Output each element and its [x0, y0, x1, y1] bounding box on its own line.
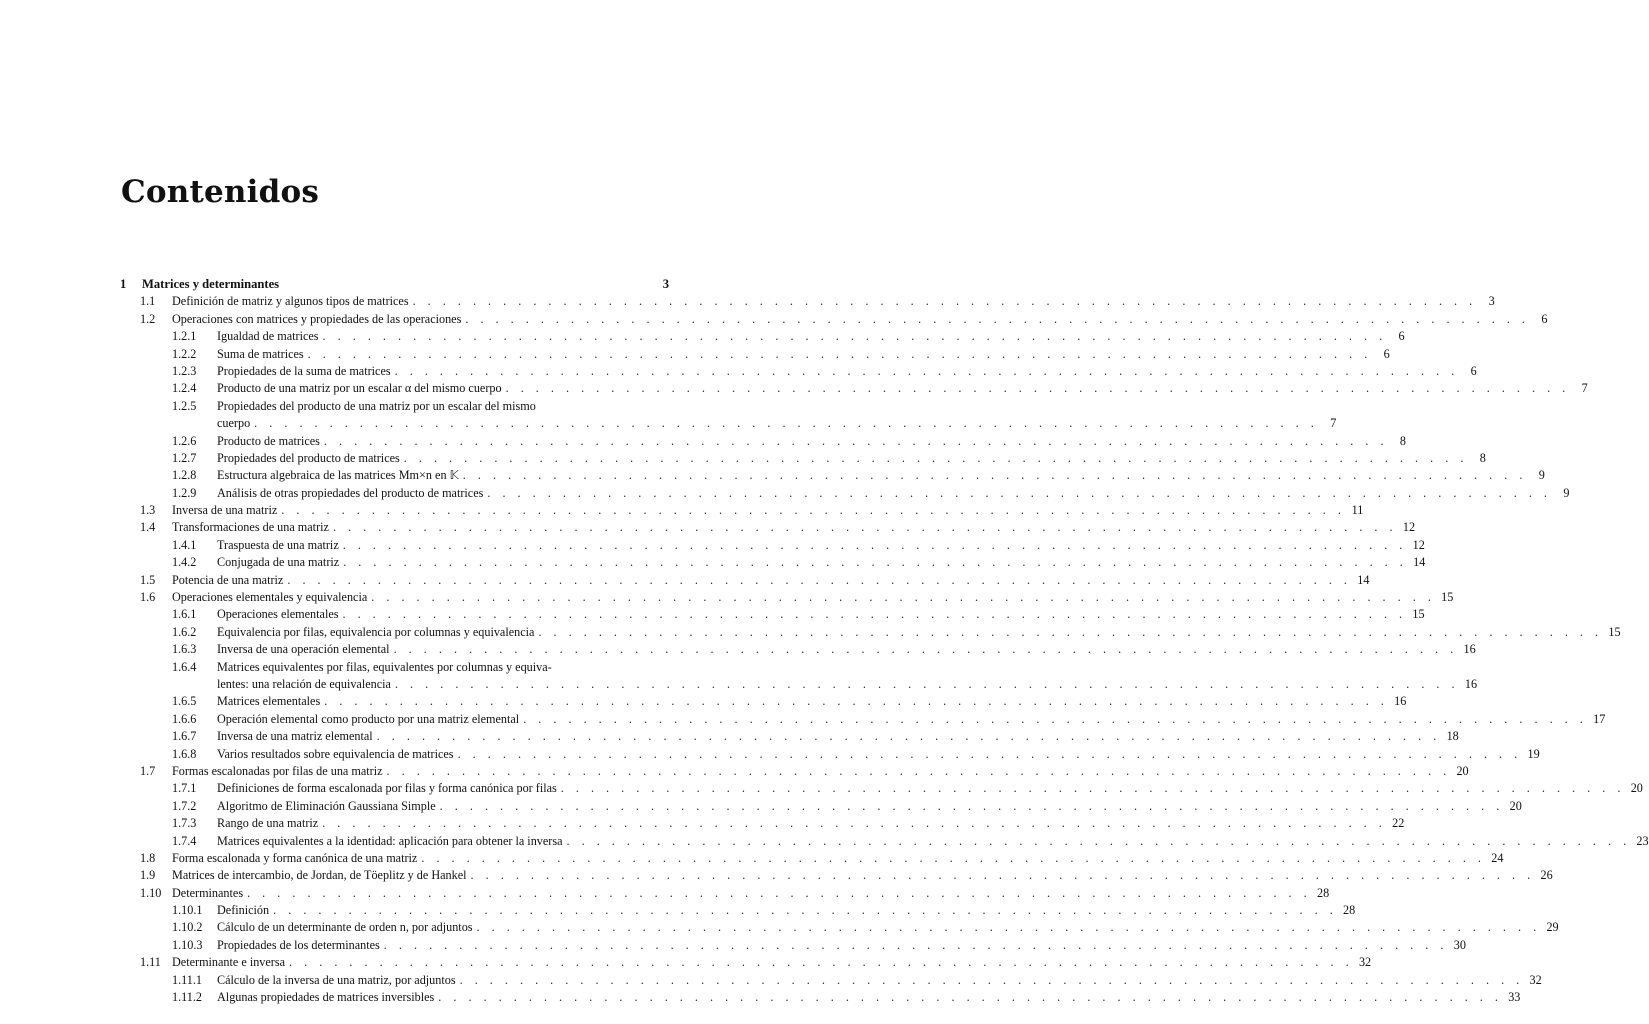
toc-entry-number: 1.6.5 — [172, 694, 197, 709]
toc-entry-title: Forma escalonada y forma canónica de una matriz — [172, 850, 418, 865]
toc-entry[interactable] — [120, 572, 1370, 589]
toc-entry-number: 1.8 — [140, 850, 156, 865]
toc-entry-title: Igualdad de matrices — [217, 329, 319, 344]
toc-leader-dots — [438, 989, 1502, 1006]
toc-entry-title: Conjugada de una matriz — [217, 555, 340, 570]
toc-entry[interactable] — [120, 728, 1459, 745]
toc-entry[interactable] — [120, 502, 1364, 519]
toc-entry-number: 1.6.4 — [172, 659, 197, 674]
toc-leader-dots — [538, 624, 1602, 641]
toc-entry[interactable] — [120, 363, 1477, 380]
toc-entry-number: 1 — [120, 277, 127, 291]
toc-entry-number: 1.6.2 — [172, 624, 197, 639]
toc-entry-title: Propiedades del producto de matrices — [217, 450, 400, 465]
toc-entry[interactable] — [120, 485, 1570, 502]
toc-entry[interactable] — [120, 763, 1469, 780]
toc-entry[interactable] — [120, 537, 1425, 554]
toc-entry-title: lentes: una relación de equivalencia — [217, 676, 391, 691]
toc-entry-page: 15 — [1441, 590, 1454, 605]
toc-entry-number: 1.10 — [140, 885, 162, 900]
toc-entry-page: 12 — [1402, 520, 1416, 535]
toc-entry[interactable] — [120, 693, 1407, 710]
toc-entry-number: 1.11 — [140, 955, 161, 970]
toc-entry-number: 1.4.2 — [172, 555, 197, 570]
toc-leader-dots — [395, 676, 1459, 693]
toc-entry[interactable] — [120, 450, 1486, 467]
toc-entry[interactable] — [120, 659, 669, 676]
toc-entry-number: 1.1 — [140, 294, 156, 309]
toc-entry-page: 32 — [1529, 972, 1542, 987]
toc-entry-page: 7 — [1330, 416, 1337, 431]
toc-entry[interactable] — [120, 346, 1390, 363]
toc-leader-dots — [322, 815, 1386, 832]
toc-entry[interactable] — [120, 972, 1542, 989]
toc-entry-page: 23 — [1636, 833, 1649, 848]
toc-leader-dots — [561, 780, 1625, 797]
toc-entry[interactable] — [120, 641, 1476, 658]
toc-entry-title: Estructura algebraica de las matrices Mm×n en 𝕂 — [217, 468, 459, 483]
toc-entry-number: 1.7 — [140, 763, 156, 778]
toc-entry[interactable] — [120, 676, 1478, 693]
toc-entry-number: 1.2.1 — [172, 329, 197, 344]
toc-entry-title: Inversa de una operación elemental — [217, 642, 390, 657]
toc-leader-dots — [487, 485, 1551, 502]
toc-entry-page: 18 — [1446, 729, 1459, 744]
toc-entry-number: 1.2.9 — [172, 485, 197, 500]
toc-entry-title: Determinantes — [172, 885, 244, 900]
toc-leader-dots — [471, 867, 1535, 884]
toc-entry-number: 1.2.3 — [172, 363, 197, 378]
toc-entry[interactable] — [120, 380, 1588, 397]
toc-entry-title: Matrices elementales — [217, 694, 321, 709]
toc-entry-number: 1.2 — [140, 311, 156, 326]
toc-entry-number: 1.6.3 — [172, 642, 197, 657]
toc-entry-title: Suma de matrices — [217, 346, 304, 361]
toc-entry-page: 32 — [1358, 955, 1372, 970]
toc-entry[interactable] — [120, 989, 1521, 1006]
toc-entry-number: 1.10.1 — [172, 903, 203, 918]
toc-entry-page: 16 — [1394, 694, 1407, 709]
toc-entry-page: 9 — [1538, 468, 1545, 483]
toc-entry-title: Propiedades de los determinantes — [217, 937, 380, 952]
toc-entry-title: Producto de matrices — [217, 433, 320, 448]
toc-entry[interactable] — [120, 919, 1559, 936]
toc-entry-page: 6 — [1398, 329, 1405, 344]
toc-entry-page: 15 — [1412, 607, 1425, 622]
toc-entry[interactable] — [120, 833, 1649, 850]
toc-leader-dots — [413, 293, 1477, 310]
toc-leader-dots — [281, 502, 1345, 519]
toc-entry-page: 16 — [1463, 642, 1476, 657]
toc-entry-number: 1.2.7 — [172, 450, 197, 465]
toc-entry-number: 1.4.1 — [172, 537, 197, 552]
toc-entry-page: 29 — [1546, 920, 1559, 935]
toc-leader-dots — [287, 572, 1351, 589]
toc-leader-dots — [440, 798, 1504, 815]
toc-entry[interactable] — [120, 780, 1643, 797]
toc-leader-dots — [324, 693, 1388, 710]
toc-entry-title: Transformaciones de una matriz — [172, 520, 329, 535]
toc-entry-number: 1.5 — [140, 572, 156, 587]
toc-leader-dots — [384, 937, 1448, 954]
toc-entry[interactable] — [120, 850, 1504, 867]
toc-entry[interactable] — [120, 554, 1426, 571]
toc-entry[interactable] — [120, 624, 1621, 641]
toc-entry-page: 8 — [1399, 433, 1406, 448]
toc-leader-dots — [465, 311, 1529, 328]
toc-entry[interactable] — [120, 589, 1454, 606]
toc-entry[interactable] — [120, 885, 1330, 902]
table-of-contents — [120, 276, 1649, 1006]
toc-entry[interactable] — [120, 311, 1548, 328]
toc-entry[interactable] — [120, 937, 1466, 954]
toc-entry-number: 1.2.4 — [172, 381, 197, 396]
toc-entry[interactable] — [120, 467, 1545, 484]
toc-entry-page: 33 — [1508, 990, 1521, 1005]
toc-entry-title: Operaciones elementales — [217, 607, 339, 622]
toc-entry-page: 7 — [1581, 381, 1588, 396]
toc-entry-number: 1.6.6 — [172, 711, 197, 726]
toc-entry[interactable] — [120, 276, 669, 293]
toc-entry[interactable] — [120, 433, 1406, 450]
toc-entry-title: Matrices y determinantes — [142, 277, 280, 291]
toc-entry-page: 17 — [1593, 711, 1606, 726]
toc-entry-page: 6 — [1541, 311, 1548, 326]
toc-entry-page: 14 — [1357, 572, 1370, 587]
toc-entry-page: 28 — [1343, 903, 1356, 918]
toc-entry-number: 1.7.2 — [172, 798, 197, 813]
toc-entry-page: 22 — [1392, 816, 1405, 831]
toc-entry-title: Definición de matriz y algunos tipos de matrices — [172, 294, 409, 309]
toc-entry-title: Operaciones con matrices y propiedades de las operaciones — [172, 311, 462, 326]
toc-leader-dots — [404, 450, 1468, 467]
toc-entry-page: 6 — [1383, 346, 1390, 361]
toc-entry-title: Inversa de una matriz elemental — [217, 729, 373, 744]
toc-entry[interactable] — [120, 954, 1372, 971]
toc-entry-number: 1.4 — [140, 520, 156, 535]
toc-entry-title: Operación elemental como producto por una matriz elemental — [217, 711, 520, 726]
toc-leader-dots — [342, 606, 1406, 623]
toc-entry-page: 3 — [1488, 294, 1495, 309]
toc-entry-number: 1.6 — [140, 590, 156, 605]
toc-leader-dots — [458, 746, 1522, 763]
toc-leader-dots — [506, 380, 1570, 397]
toc-entry-title: Algunas propiedades de matrices inversibles — [217, 990, 435, 1005]
toc-entry-page: 3 — [662, 277, 669, 291]
toc-entry-title: Inversa de una matriz — [172, 503, 278, 518]
toc-entry-number: 1.6.1 — [172, 607, 197, 622]
toc-entry-title: Propiedades del producto de una matriz por un escalar del mismo — [217, 398, 536, 413]
toc-entry-title: Producto de una matriz por un escalar α del mismo cuerpo — [217, 381, 502, 396]
toc-entry-page: 26 — [1540, 868, 1553, 883]
toc-entry-number: 1.6.7 — [172, 729, 197, 744]
toc-leader-dots — [343, 537, 1407, 554]
toc-entry[interactable] — [120, 815, 1405, 832]
toc-leader-dots — [460, 972, 1524, 989]
toc-entry-number: 1.2.2 — [172, 346, 197, 361]
toc-entry-title: Algoritmo de Eliminación Gaussiana Simple — [217, 798, 436, 813]
toc-leader-dots — [387, 763, 1451, 780]
toc-entry[interactable] — [120, 902, 1356, 919]
toc-leader-dots — [308, 346, 1372, 363]
toc-entry-page: 20 — [1509, 798, 1522, 813]
toc-entry-page: 9 — [1563, 485, 1570, 500]
toc-leader-dots — [254, 415, 1318, 432]
toc-leader-dots — [421, 850, 1485, 867]
toc-leader-dots — [247, 885, 1311, 902]
toc-leader-dots — [567, 833, 1631, 850]
toc-entry-number: 1.11.2 — [172, 990, 203, 1005]
toc-entry[interactable] — [120, 746, 1540, 763]
toc-leader-dots — [289, 954, 1353, 971]
toc-entry[interactable] — [120, 798, 1522, 815]
toc-entry-page: 8 — [1479, 450, 1486, 465]
toc-entry-number: 1.3 — [140, 503, 156, 518]
toc-entry-page: 20 — [1456, 763, 1469, 778]
toc-entry-page: 16 — [1464, 676, 1478, 691]
toc-entry-title: Matrices equivalentes a la identidad: aplicación para obtener la inversa — [217, 833, 563, 848]
toc-leader-dots — [323, 328, 1387, 345]
toc-entry[interactable] — [120, 415, 1337, 432]
toc-entry-title: Cálculo de la inversa de una matriz, por adjuntos — [217, 972, 456, 987]
toc-entry-title: Determinante e inversa — [172, 955, 286, 970]
toc-entry-title: cuerpo — [217, 416, 251, 431]
toc-entry-title: Matrices equivalentes por filas, equivalentes por columnas y equiva- — [217, 659, 552, 674]
toc-entry-title: Operaciones elementales y equivalencia — [172, 590, 368, 605]
toc-entry-page: 20 — [1630, 781, 1643, 796]
toc-entry[interactable] — [120, 519, 1416, 536]
toc-entry-page: 24 — [1491, 850, 1504, 865]
toc-entry-title: Potencia de una matriz — [172, 572, 284, 587]
toc-entry[interactable] — [120, 867, 1553, 884]
toc-entry-number: 1.11.1 — [172, 972, 203, 987]
toc-leader-dots — [324, 433, 1388, 450]
toc-entry-title: Traspuesta de una matriz — [217, 537, 339, 552]
toc-entry-page: 6 — [1470, 363, 1477, 378]
toc-entry-title: Análisis de otras propiedades del producto de matrices — [217, 485, 484, 500]
toc-entry-title: Cálculo de un determinante de orden n, por adjuntos — [217, 920, 473, 935]
toc-entry-title: Formas escalonadas por filas de una matriz — [172, 763, 383, 778]
toc-entry-number: 1.7.4 — [172, 833, 197, 848]
toc-entry-title: Equivalencia por filas, equivalencia por columnas y equivalencia — [217, 624, 535, 639]
toc-entry-page: 19 — [1527, 746, 1540, 761]
toc-leader-dots — [395, 363, 1459, 380]
toc-entry[interactable] — [120, 328, 1405, 345]
toc-entry-number: 1.2.5 — [172, 398, 197, 413]
toc-entry-number: 1.7.3 — [172, 816, 197, 831]
toc-leader-dots — [377, 728, 1441, 745]
toc-leader-dots — [477, 919, 1541, 936]
toc-entry-number: 1.10.3 — [172, 937, 203, 952]
page-title: Contenidos — [121, 174, 320, 210]
toc-entry-page: 12 — [1412, 537, 1425, 552]
toc-entry[interactable] — [120, 711, 1606, 728]
toc-leader-dots — [394, 641, 1458, 658]
toc-entry-number: 1.10.2 — [172, 920, 203, 935]
toc-entry-page: 14 — [1413, 555, 1426, 570]
toc-leader-dots — [523, 711, 1587, 728]
toc-entry[interactable] — [120, 293, 1495, 310]
toc-leader-dots — [371, 589, 1435, 606]
toc-leader-dots — [273, 902, 1337, 919]
toc-entry-title: Matrices de intercambio, de Jordan, de Töeplitz y de Hankel — [172, 868, 467, 883]
toc-leader-dots — [333, 519, 1397, 536]
toc-entry-number: 1.2.6 — [172, 433, 197, 448]
toc-entry-number: 1.2.8 — [172, 468, 197, 483]
toc-entry-number: 1.7.1 — [172, 781, 197, 796]
toc-entry-title: Definición — [217, 903, 270, 918]
toc-leader-dots — [463, 467, 1527, 484]
toc-entry-number: 1.9 — [140, 868, 156, 883]
toc-entry-number: 1.6.8 — [172, 746, 197, 761]
toc-entry-page: 11 — [1351, 503, 1364, 518]
toc-entry-page: 28 — [1317, 885, 1330, 900]
toc-entry-title: Rango de una matriz — [217, 816, 319, 831]
toc-entry-page: 30 — [1453, 937, 1466, 952]
toc-entry-title: Varios resultados sobre equivalencia de matrices — [217, 746, 454, 761]
toc-entry-page: 15 — [1608, 624, 1621, 639]
toc-entry-title: Definiciones de forma escalonada por filas y forma canónica por filas — [217, 781, 557, 796]
toc-entry-title: Propiedades de la suma de matrices — [217, 363, 391, 378]
toc-entry[interactable] — [120, 606, 1425, 623]
toc-entry[interactable] — [120, 398, 669, 415]
toc-leader-dots — [343, 554, 1407, 571]
